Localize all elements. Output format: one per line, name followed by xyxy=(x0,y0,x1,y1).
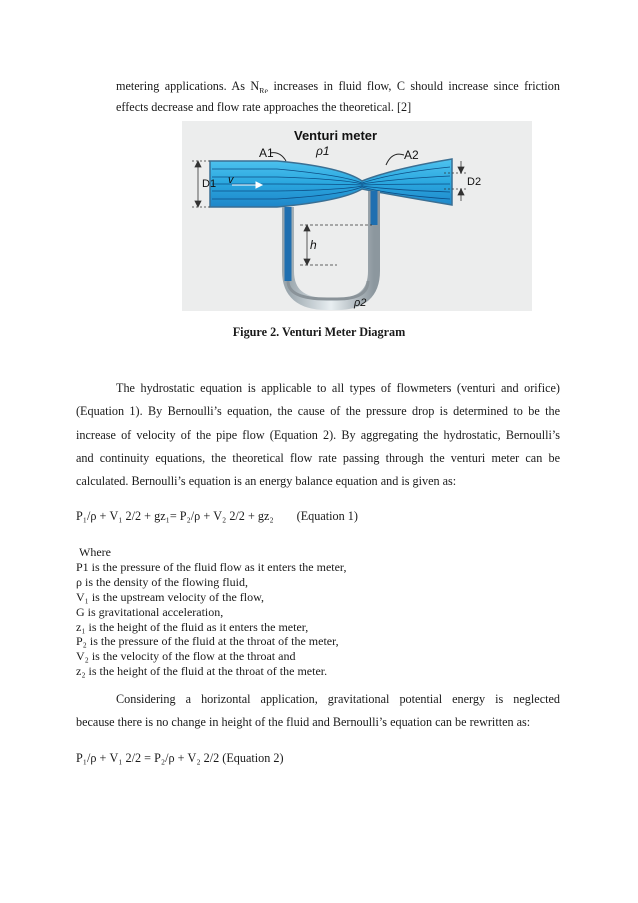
label-h: h xyxy=(310,238,317,252)
venturi-diagram xyxy=(182,121,532,311)
manometer-tube xyxy=(288,191,374,304)
a2-pointer xyxy=(386,154,404,165)
where-item: P₂ is the pressure of the fluid at the throat of the meter, xyxy=(76,634,339,648)
where-item: z₁ is the height of the fluid as it enters the meter, xyxy=(76,620,309,634)
intro-line-2: effects decrease and flow rate approaches the theoretical. [2] xyxy=(116,100,412,114)
para1-line: calculated. Bernoulli’s equation is an energy balance equation and is given as: xyxy=(76,474,457,488)
figure-caption: Figure 2. Venturi Meter Diagram xyxy=(232,325,406,339)
where-heading: Where xyxy=(79,545,111,559)
label-rho1: ρ1 xyxy=(316,144,330,158)
intro-line-1 xyxy=(116,79,560,93)
where-item: G is gravitational acceleration, xyxy=(76,605,224,619)
where-item: ρ is the density of the flowing fluid, xyxy=(76,575,248,589)
figure-title: Venturi meter xyxy=(294,128,378,143)
para1-line: and continuity equations, the theoretical flow rate passing through the venturi meter can be xyxy=(76,451,560,465)
label-a1: A1 xyxy=(259,146,274,160)
where-item: V₁ is the upstream velocity of the flow, xyxy=(76,590,265,604)
label-rho2: ρ2 xyxy=(354,297,367,309)
intro-subscript: Re xyxy=(259,86,269,93)
label-v: v xyxy=(228,174,234,186)
equation-1 xyxy=(76,509,358,523)
venturi-pipe xyxy=(210,159,452,207)
venturi-meter-figure xyxy=(182,121,532,311)
intro-text-a: metering applications. As N xyxy=(116,79,260,93)
para1-line: increase of velocity of the pipe flow (Equation 2). By aggregating the hydrostatic, Bernoulli’s xyxy=(76,428,560,442)
intro-text-b: increases in fluid flow, C should increase since friction xyxy=(268,79,560,93)
where-item: P1 is the pressure of the fluid flow as it enters the meter, xyxy=(76,560,347,574)
where-item: V₂ is the velocity of the flow at the throat and xyxy=(76,649,296,663)
para2-line: Considering a horizontal application, gravitational potential energy is neglected xyxy=(116,692,560,706)
para2-line: because there is no change in height of the fluid and Bernoulli’s equation can be rewritten as: xyxy=(76,715,531,729)
label-a2: A2 xyxy=(404,148,419,162)
label-d1: D1 xyxy=(202,178,217,190)
para1-line: (Equation 1). By Bernoulli’s equation, the cause of the pressure drop is determined to be the xyxy=(76,404,560,418)
equation-1-label: (Equation 1) xyxy=(296,509,358,523)
label-d2: D2 xyxy=(467,176,482,188)
equation-2: P₁/ρ + V₁ 2/2 = P₂/ρ + V₂ 2/2 (Equation 2) xyxy=(76,751,284,765)
where-item: z₂ is the height of the fluid at the throat of the meter. xyxy=(76,664,328,678)
para1-line: The hydrostatic equation is applicable to all types of flowmeters (venturi and orifice) xyxy=(116,381,560,395)
equation-1-text: P₁/ρ + V₁ 2/2 + gz₁= P₂/ρ + V₂ 2/2 + gz₂ xyxy=(76,509,274,523)
